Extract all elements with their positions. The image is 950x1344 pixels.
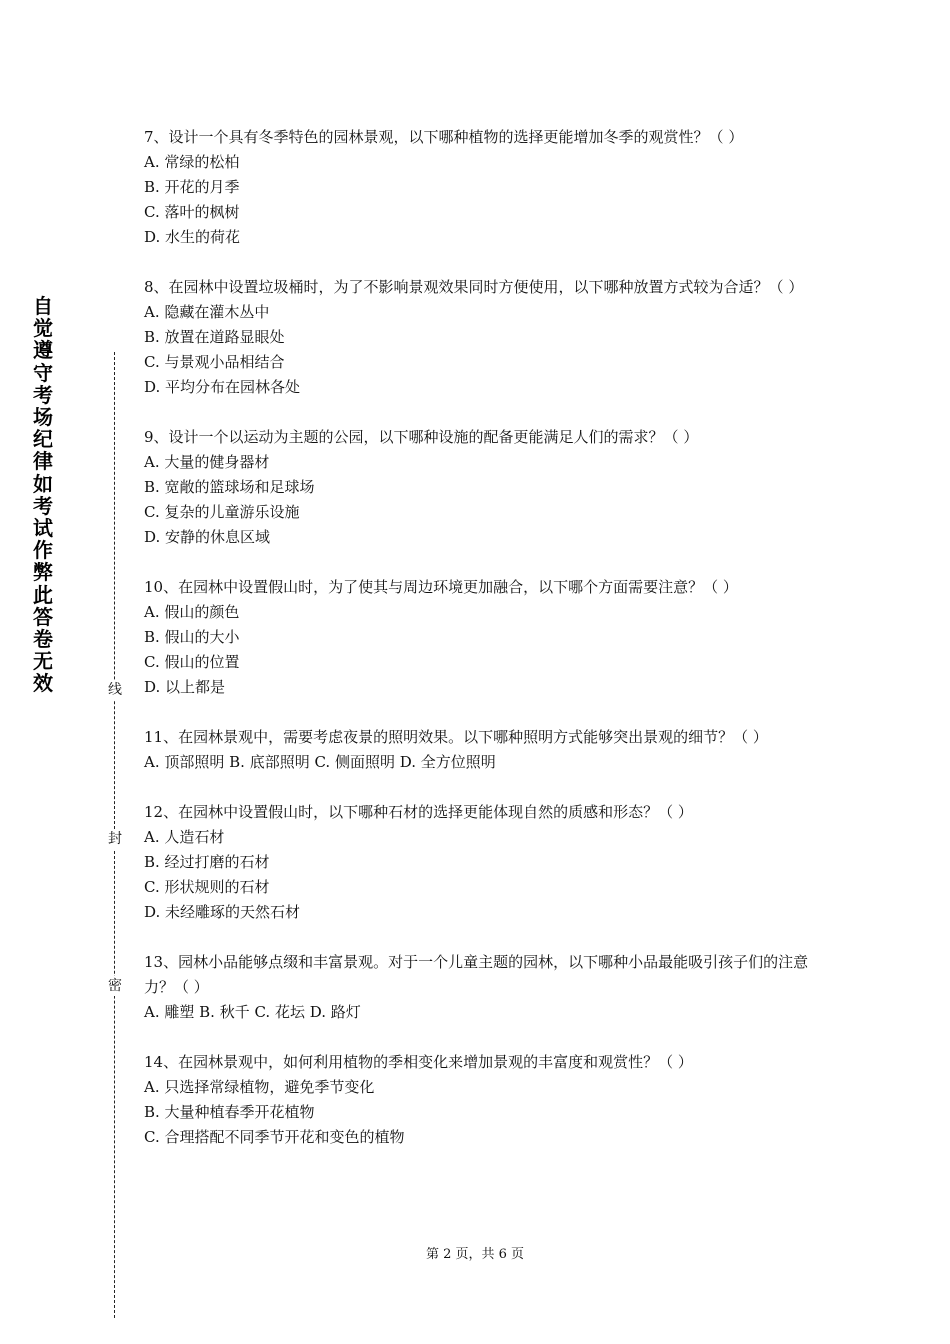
answer-option: D. 平均分布在园林各处: [144, 378, 301, 396]
question-stem: 10、在园林中设置假山时，为了使其与周边环境更加融合，以下哪个方面需要注意？（ ）: [144, 578, 738, 596]
page-footer: 第 2 页，共 6 页: [425, 1247, 525, 1262]
question-block: [144, 575, 814, 700]
answer-option: A. 大量的健身器材: [144, 453, 270, 471]
answer-option: B. 大量种植春季开花植物: [144, 1103, 315, 1121]
answer-option: A. 常绿的松柏: [144, 153, 240, 171]
question-stem: 13、园林小品能够点缀和丰富景观。对于一个儿童主题的园林，以下哪种小品最能吸引孩子们的注意力？（ ）: [144, 953, 809, 996]
answer-option: C. 合理搭配不同季节开花和变色的植物: [144, 1128, 405, 1146]
answer-option: C. 形状规则的石材: [144, 878, 270, 896]
question-block: [144, 1050, 814, 1150]
question-list: [144, 125, 814, 1175]
answer-option: A. 顶部照明 B. 底部照明 C. 侧面照明 D. 全方位照明: [144, 753, 496, 771]
binding-mark-seal: 封: [108, 831, 122, 847]
answer-option: D. 水生的荷花: [144, 228, 241, 246]
answer-option: B. 宽敞的篮球场和足球场: [144, 478, 315, 496]
answer-option: C. 假山的位置: [144, 653, 240, 671]
question-block: [144, 725, 814, 775]
answer-option: A. 雕塑 B. 秋千 C. 花坛 D. 路灯: [144, 1003, 361, 1021]
binding-mark-secret: 密: [108, 978, 122, 994]
answer-option: D. 以上都是: [144, 678, 226, 696]
answer-option: D. 安静的休息区域: [144, 528, 271, 546]
question-stem: 11、在园林景观中，需要考虑夜景的照明效果。以下哪种照明方式能够突出景观的细节？（ ）: [144, 728, 768, 746]
question-stem: 12、在园林中设置假山时，以下哪种石材的选择更能体现自然的质感和形态？（ ）: [144, 803, 693, 821]
answer-option: A. 假山的颜色: [144, 603, 240, 621]
question-stem: 7、设计一个具有冬季特色的园林景观，以下哪种植物的选择更能增加冬季的观赏性？（ ）: [144, 128, 744, 146]
question-block: [144, 425, 814, 550]
answer-option: B. 放置在道路显眼处: [144, 328, 285, 346]
exam-discipline-notice: 自觉遵守考场纪律如考试作弊此答卷无效: [33, 294, 53, 696]
answer-option: B. 经过打磨的石材: [144, 853, 270, 871]
answer-option: A. 隐藏在灌木丛中: [144, 303, 270, 321]
question-block: [144, 950, 814, 1025]
answer-option: B. 开花的月季: [144, 178, 240, 196]
answer-option: A. 人造石材: [144, 828, 225, 846]
question-stem: 8、在园林中设置垃圾桶时，为了不影响景观效果同时方便使用，以下哪种放置方式较为合适？（ ）: [144, 278, 804, 296]
answer-option: C. 落叶的枫树: [144, 203, 240, 221]
question-stem: 9、设计一个以运动为主题的公园，以下哪种设施的配备更能满足人们的需求？（ ）: [144, 428, 699, 446]
answer-option: C. 复杂的儿童游乐设施: [144, 503, 300, 521]
binding-mark-line: 线: [108, 682, 122, 698]
answer-option: C. 与景观小品相结合: [144, 353, 285, 371]
answer-option: B. 假山的大小: [144, 628, 240, 646]
question-block: [144, 275, 814, 400]
answer-option: A. 只选择常绿植物，避免季节变化: [144, 1078, 375, 1096]
answer-option: D. 未经雕琢的天然石材: [144, 903, 301, 921]
question-block: [144, 125, 814, 250]
question-stem: 14、在园林景观中，如何利用植物的季相变化来增加景观的丰富度和观赏性？（ ）: [144, 1053, 693, 1071]
question-block: [144, 800, 814, 925]
